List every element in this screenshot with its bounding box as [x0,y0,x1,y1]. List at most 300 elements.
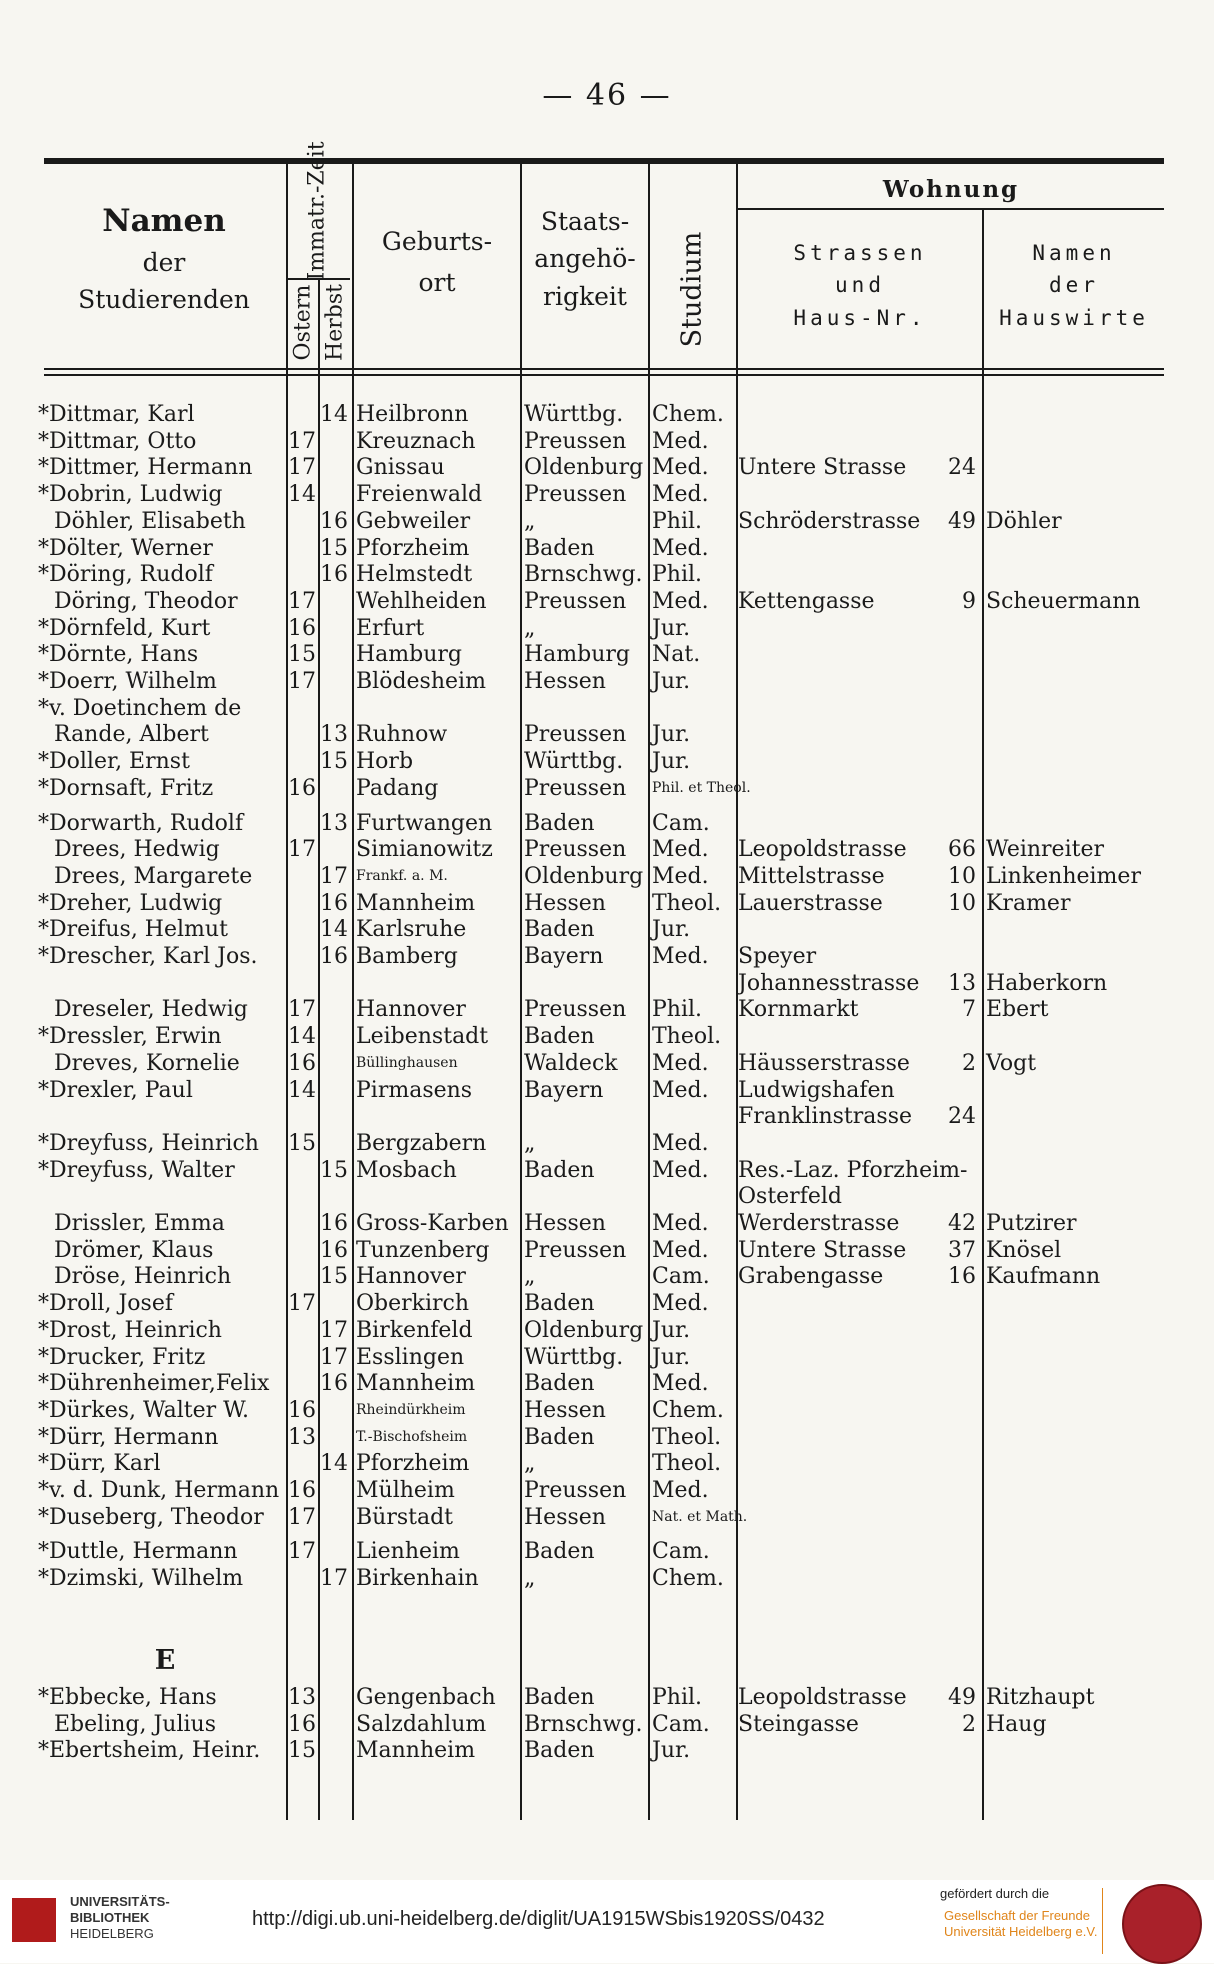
society-name-line1: Gesellschaft der Freunde [944,1908,1090,1923]
street: Werderstrasse [738,1211,900,1236]
table-row [0,1450,1214,1477]
table-row [0,1538,1214,1565]
student-name: *Dürkes, Walter W. [38,1397,249,1423]
study-field: Phil. [652,508,703,534]
table-row [0,1290,1214,1317]
study-field: Nat. [652,642,701,668]
nationality: Baden [524,1024,595,1050]
ostern-value: 16 [288,1050,316,1076]
street: Franklinstrasse [738,1104,913,1130]
study-field: Med. [652,455,709,481]
header-namen [44,202,284,315]
street: Häusserstrasse [738,1050,910,1076]
study-field: Theol. [652,890,722,916]
table-row [0,428,1214,455]
library-name-line1: UNIVERSITÄTS- [70,1894,170,1909]
student-name: *Drescher, Karl Jos. [38,944,258,969]
header-wirte-line1: Namen [1032,241,1116,265]
funded-by-text: gefördert durch die [940,1886,1050,1901]
university-seal-icon [1122,1884,1202,1964]
birthplace: Kreuznach [356,428,476,454]
herbst-value: 17 [320,1344,348,1370]
birthplace: Heilbronn [356,402,469,427]
student-name: *Dittmar, Otto [38,428,197,454]
student-name: *Döring, Rudolf [38,562,213,588]
table-row [0,943,1214,970]
student-name: Drees, Margarete [54,863,253,889]
table-row [0,748,1214,775]
study-field: Cam. [652,1539,710,1565]
study-field: Med. [652,1478,709,1503]
student-name: *Doller, Ernst [38,749,190,775]
birthplace: T.-Bischofsheim [356,1428,468,1445]
table-row [0,863,1214,890]
nationality: Preussen [524,837,627,863]
header-top-rule [44,158,1164,164]
street: Kettengasse [738,588,875,614]
birthplace: Mannheim [356,890,476,916]
study-field: Cam. [652,1711,710,1737]
nationality: Preussen [524,482,627,508]
birthplace: Furtwangen [356,810,493,836]
herbst-value: 13 [320,722,348,748]
study-field: Med. [652,588,709,614]
study-field: Chem. [652,1397,724,1423]
header-namen-line1: Namen [102,203,226,239]
nationality: Baden [524,1291,595,1317]
house-number: 37 [948,1237,976,1263]
table-row [0,721,1214,748]
table-row [0,1130,1214,1157]
student-name: *Drucker, Fritz [38,1344,206,1370]
library-name-line3: HEIDELBERG [70,1926,154,1941]
nationality: Bayern [524,944,604,969]
header-wirte [984,240,1164,331]
nationality: Hessen [524,1504,606,1530]
wohnung-rule [738,208,1164,210]
table-row [0,1424,1214,1451]
society-name [944,1908,1097,1940]
table-row [0,1157,1214,1184]
nationality: Waldeck [524,1050,618,1076]
student-name: *v. d. Dunk, Hermann [38,1478,280,1503]
nationality: Preussen [524,997,627,1023]
herbst-value: 15 [320,1264,348,1290]
herbst-value: 14 [320,402,348,427]
table-row [0,810,1214,837]
student-name: *Ebbecke, Hans [38,1685,217,1710]
table-row [0,775,1214,802]
ostern-value: 14 [288,1077,316,1103]
ostern-value: 17 [288,669,316,694]
birthplace: Pforzheim [356,535,470,561]
table-row [0,1103,1214,1130]
study-field: Jur. [652,1317,691,1343]
landlord: Kramer [986,890,1071,916]
student-name: *Dornsaft, Fritz [38,775,214,801]
study-field: Med. [652,535,709,561]
student-name: Drömer, Klaus [54,1237,214,1263]
header-immatr: Immatr.-Zeit [304,141,330,281]
house-number: 13 [948,970,976,996]
birthplace: Hannover [356,997,466,1023]
street: Leopoldstrasse [738,1685,907,1710]
herbst-value: 16 [320,1371,348,1397]
street: Steingasse [738,1711,859,1737]
header-wirte-line2: der [1049,273,1099,298]
header-herbst: Herbst [322,284,348,361]
footer [0,1880,1214,1963]
birthplace: Freienwald [356,482,483,508]
ostern-value: 15 [288,1738,316,1764]
header-strassen-line1: Strassen [793,241,927,265]
herbst-value: 17 [320,1317,348,1343]
student-name: *v. Doetinchem de [38,695,242,721]
footer-divider [1102,1888,1103,1954]
table-row [0,1210,1214,1237]
nationality: Oldenburg [524,1317,644,1343]
study-field: Jur. [652,749,691,775]
birthplace: Bergzabern [356,1130,487,1156]
nationality: Preussen [524,1237,627,1263]
table-row [0,535,1214,562]
landlord: Döhler [986,508,1062,534]
street: Lauerstrasse [738,890,883,916]
birthplace: Horb [356,749,414,775]
nationality: Baden [524,1738,595,1764]
study-field: Cam. [652,810,710,836]
house-number: 7 [962,997,976,1023]
birthplace: Birkenfeld [356,1317,473,1343]
nationality: Oldenburg [524,455,644,481]
nationality: „ [524,1130,536,1156]
student-name: *Dressler, Erwin [38,1024,222,1050]
nationality: „ [524,1264,536,1290]
ostern-value: 16 [288,775,316,801]
study-field: Jur. [652,722,691,748]
ostern-value: 16 [288,1397,316,1423]
herbst-value: 16 [320,890,348,916]
header-geburtsort [354,226,520,299]
study-field: Med. [652,1211,709,1236]
herbst-value: 17 [320,863,348,889]
study-field: Theol. [652,1451,722,1477]
house-number: 42 [948,1211,976,1236]
table-row [0,668,1214,695]
landlord: Vogt [986,1050,1037,1076]
header-strassen-line3: Haus-Nr. [793,305,927,330]
birthplace: Ruhnow [356,722,448,748]
student-name: *Dührenheimer,Felix [38,1371,270,1397]
study-field: Jur. [652,669,691,694]
student-name: Döring, Theodor [54,588,238,614]
ostern-value: 17 [288,1539,316,1565]
nationality: Preussen [524,428,627,454]
herbst-value: 13 [320,810,348,836]
herbst-value: 15 [320,749,348,775]
nationality: Hessen [524,1397,606,1423]
nationality: Baden [524,1539,595,1565]
table-row [0,970,1214,997]
student-name: *Dölter, Werner [38,535,213,561]
header-staat-line3: rigkeit [543,281,627,311]
table-row [0,1050,1214,1077]
birthplace: Padang [356,775,439,801]
student-name: *Dobrin, Ludwig [38,482,223,508]
student-name: Rande, Albert [54,722,209,748]
student-name: *Dörnfeld, Kurt [38,615,211,641]
birthplace: Lienheim [356,1539,460,1565]
birthplace: Bamberg [356,944,458,969]
ostern-value: 17 [288,1291,316,1317]
table-row [0,561,1214,588]
student-name: *Dreyfuss, Heinrich [38,1130,259,1156]
birthplace: Gebweiler [356,508,471,534]
ostern-value: 15 [288,642,316,668]
street: Osterfeld [738,1184,842,1210]
study-field: Med. [652,1077,709,1103]
study-field: Med. [652,1130,709,1156]
student-name: *Duseberg, Theodor [38,1504,264,1530]
birthplace: Wehlheiden [356,588,487,614]
herbst-value: 16 [320,944,348,969]
birthplace: Gengenbach [356,1685,496,1710]
student-name: *Drost, Heinrich [38,1317,222,1343]
street: Ludwigshafen [738,1077,895,1103]
header-geburtsort-line1: Geburts- [381,227,493,256]
birthplace: Hamburg [356,642,463,668]
table-row [0,695,1214,722]
street: Res.-Laz. Pforzheim- [738,1157,968,1183]
nationality: Baden [524,1685,595,1710]
header-staat [522,206,648,312]
house-number: 66 [948,837,976,863]
study-field: Phil. [652,562,703,588]
student-name: *Dreifus, Helmut [38,917,228,943]
table-row [0,1237,1214,1264]
table-row [0,916,1214,943]
table-row [0,615,1214,642]
birthplace: Helmstedt [356,562,473,588]
landlord: Haberkorn [986,970,1108,996]
section-letter-e: E [154,1645,176,1676]
birthplace: Gross-Karben [356,1211,509,1236]
society-name-line2: Universität Heidelberg e.V. [944,1924,1098,1939]
nationality: Preussen [524,1478,627,1503]
header-strassen [738,240,982,331]
birthplace: Bürstadt [356,1504,454,1530]
student-name: Dröse, Heinrich [54,1264,232,1290]
ostern-value: 16 [288,1478,316,1503]
ostern-value: 16 [288,1711,316,1737]
study-field: Med. [652,1050,709,1076]
student-name: *Dzimski, Wilhelm [38,1566,244,1592]
birthplace: Mannheim [356,1738,476,1764]
student-name: *Ebertsheim, Heinr. [38,1738,261,1764]
page-number: — 46 — [542,78,672,113]
house-number: 10 [948,890,976,916]
birthplace: Mosbach [356,1157,457,1183]
table-row [0,1737,1214,1764]
herbst-value: 16 [320,508,348,534]
nationality: Preussen [524,775,627,801]
study-field: Jur. [652,1344,691,1370]
study-field: Nat. et Math. [652,1508,748,1525]
study-field: Med. [652,1371,709,1397]
birthplace: Esslingen [356,1344,465,1370]
study-field: Med. [652,428,709,454]
herbst-value: 15 [320,1157,348,1183]
study-field: Med. [652,837,709,863]
table-row [0,454,1214,481]
student-name: Drees, Hedwig [54,837,220,863]
house-number: 10 [948,863,976,889]
nationality: Hessen [524,890,606,916]
nationality: Oldenburg [524,863,644,889]
study-field: Med. [652,944,709,969]
header-wirte-line3: Hauswirte [999,305,1149,330]
nationality: Preussen [524,722,627,748]
study-field: Phil. et Theol. [652,779,751,796]
herbst-value: 16 [320,562,348,588]
landlord: Kaufmann [986,1264,1101,1290]
house-number: 2 [962,1050,976,1076]
study-field: Chem. [652,1566,724,1592]
table-row [0,1565,1214,1592]
house-number: 49 [948,1685,976,1710]
house-number: 2 [962,1711,976,1737]
birthplace: Karlsruhe [356,917,467,943]
birthplace: Hannover [356,1264,466,1290]
study-field: Cam. [652,1264,710,1290]
study-field: Med. [652,863,709,889]
ostern-value: 16 [288,615,316,641]
herbst-value: 14 [320,917,348,943]
landlord: Weinreiter [986,837,1104,863]
student-name: *Duttle, Hermann [38,1539,238,1565]
birthplace: Birkenhain [356,1566,479,1592]
herbst-value: 16 [320,1211,348,1236]
study-field: Jur. [652,615,691,641]
student-name: Döhler, Elisabeth [54,508,246,534]
house-number: 16 [948,1264,976,1290]
birthplace: Mülheim [356,1478,455,1503]
house-number: 49 [948,508,976,534]
ostern-value: 14 [288,1024,316,1050]
table-row [0,996,1214,1023]
nationality: Brnschwg. [524,562,643,588]
table-row [0,1711,1214,1738]
library-name [70,1894,170,1942]
library-logo-icon [12,1898,56,1942]
header-staat-line2: angehö- [534,244,636,274]
source-url-link[interactable]: http://digi.ub.uni-heidelberg.de/diglit/UA1915WSbis1920SS/0432 [252,1908,825,1930]
study-field: Med. [652,1157,709,1183]
header-bottom-rule-2 [44,374,1164,376]
student-name: *Dörnte, Hans [38,642,199,668]
birthplace: Simianowitz [356,837,493,863]
herbst-value: 17 [320,1566,348,1592]
nationality: Preussen [524,588,627,614]
nationality: Brnschwg. [524,1711,643,1737]
study-field: Theol. [652,1424,722,1450]
ostern-value: 17 [288,588,316,614]
landlord: Ritzhaupt [986,1685,1095,1710]
nationality: Baden [524,1371,595,1397]
nationality: Württbg. [524,1344,624,1370]
landlord: Ebert [986,997,1049,1023]
birthplace: Blödesheim [356,669,486,694]
header-bottom-rule [44,368,1164,370]
ostern-value: 13 [288,1424,316,1450]
ostern-value: 14 [288,482,316,508]
table-row [0,1477,1214,1504]
nationality: Hessen [524,1211,606,1236]
study-field: Theol. [652,1024,722,1050]
ostern-value: 17 [288,455,316,481]
street: Leopoldstrasse [738,837,907,863]
table-row [0,1317,1214,1344]
ostern-value: 17 [288,997,316,1023]
table-row [0,1504,1214,1531]
ostern-value: 13 [288,1685,316,1710]
student-name: *Dreher, Ludwig [38,890,223,916]
student-name: *Dürr, Karl [38,1451,161,1477]
header-wohnung: Wohnung [882,176,1020,203]
study-field: Chem. [652,402,724,427]
table-row [0,641,1214,668]
table-row [0,401,1214,428]
student-name: *Droll, Josef [38,1291,173,1317]
street: Speyer [738,944,817,969]
header-geburtsort-line2: ort [418,268,456,298]
study-field: Med. [652,1237,709,1263]
herbst-value: 15 [320,535,348,561]
table-row [0,890,1214,917]
nationality: Hessen [524,669,606,694]
birthplace: Frankf. a. M. [356,867,448,884]
table-row [0,1183,1214,1210]
nationality: „ [524,508,536,534]
birthplace: Pirmasens [356,1077,473,1103]
birthplace: Pforzheim [356,1451,470,1477]
student-name: *Dittmar, Karl [38,402,195,427]
birthplace: Tunzenberg [356,1237,490,1263]
landlord: Linkenheimer [986,863,1141,889]
student-name: Dreves, Kornelie [54,1050,240,1076]
table-row [0,1684,1214,1711]
birthplace: Leibenstadt [356,1024,489,1050]
herbst-value: 16 [320,1237,348,1263]
ostern-value: 15 [288,1130,316,1156]
header-studium: Studium [676,231,708,348]
student-name: Drissler, Emma [54,1211,225,1236]
nationality: Württbg. [524,749,624,775]
birthplace: Rheindürkheim [356,1401,466,1418]
birthplace: Mannheim [356,1371,476,1397]
nationality: Baden [524,535,595,561]
student-name: Dreseler, Hedwig [54,997,248,1023]
nationality: Baden [524,1424,595,1450]
landlord: Putzirer [986,1211,1077,1236]
landlord: Knösel [986,1237,1062,1263]
study-field: Phil. [652,1685,703,1710]
table-row [0,1370,1214,1397]
student-name: *Dürr, Hermann [38,1424,219,1450]
table-row [0,481,1214,508]
student-name: Ebeling, Julius [54,1711,216,1737]
nationality: „ [524,615,536,641]
